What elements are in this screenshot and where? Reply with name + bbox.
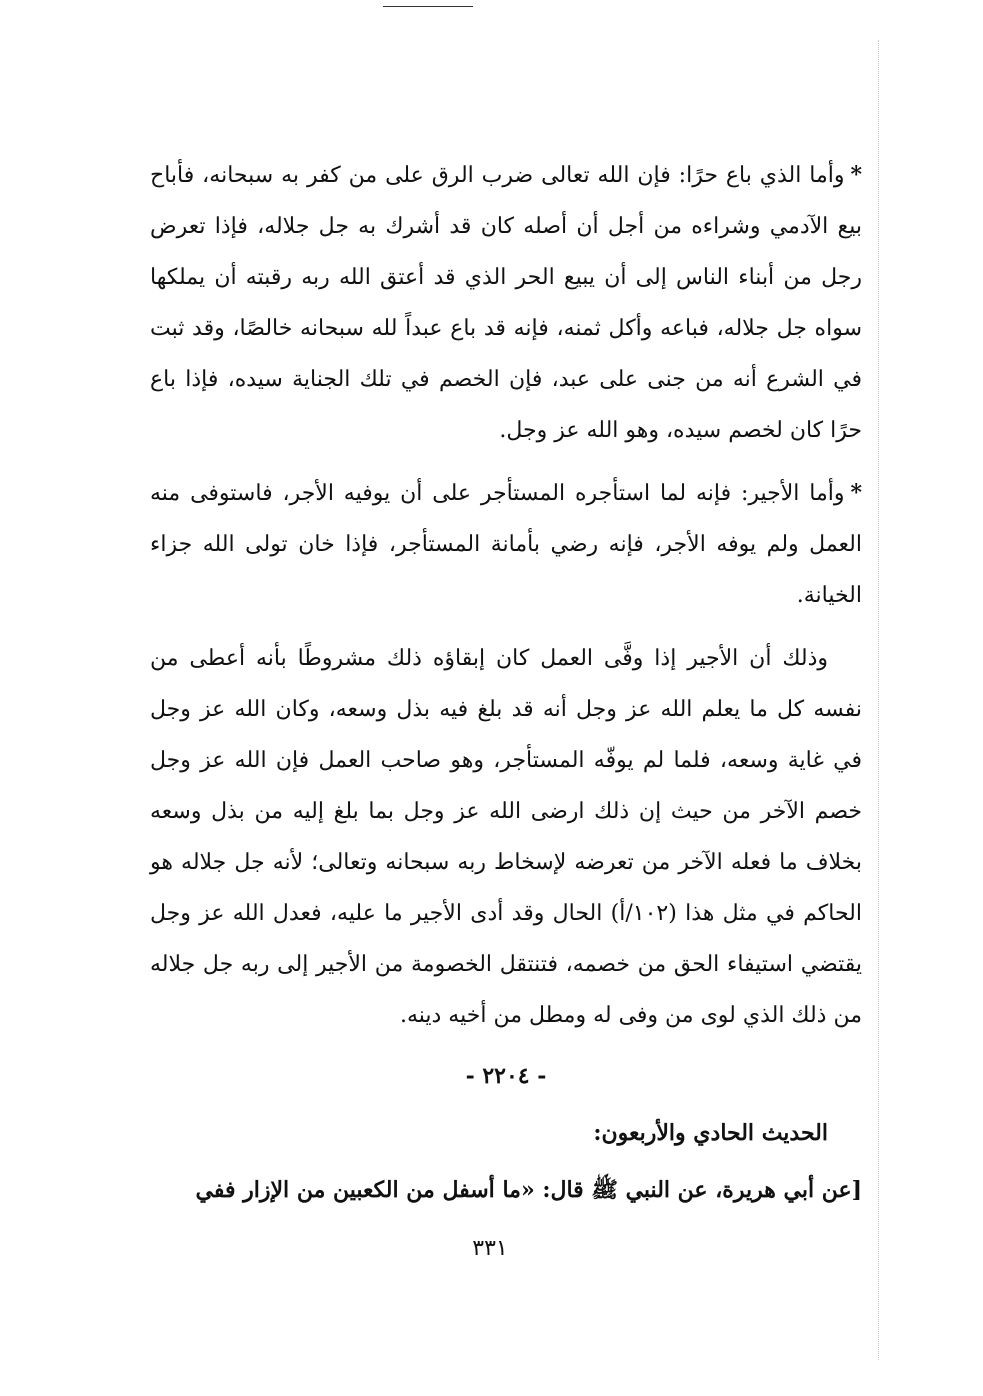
asterisk-marker: * bbox=[850, 480, 862, 506]
hadith-heading: الحديث الحادي والأربعون: bbox=[593, 1120, 828, 1146]
hadith-number: - ٢٢٠٤ - bbox=[465, 1063, 547, 1089]
paragraph-explanation: وذلك أن الأجير إذا وفَّى العمل كان إبقاؤه ذلك مشروطًا بأنه أعطى من نفسه كل ما يعلم الله عز وجل أنه قد بلغ فيه بذل وسعه، وكان الله عز وجل في غاية وسعه، فلما لم يوفّه المستأجر، وهو صاحب العمل فإن الله عز وجل خصم الآخر من حيث إن ذلك ارضى الله عز وجل بما بلغ إليه من بذل وسعه بخلاف ما فعله الآخر من تعرضه لإسخاط ربه سبحانه وتعالى؛ لأنه جل جلاله هو الحاكم في مثل هذا (١٠٢/أ) الحال وقد أدى الأجير ما عليه، فعدل الله عز وجل يقتضي استيفاء الحق من خصمه، فتنتقل الخصومة من الأجير إلى ربه جل جلاله من ذلك الذي لوى من وفى له ومطل من أخيه دينه. bbox=[150, 646, 862, 1028]
page-body bbox=[150, 150, 862, 1216]
page-number: ٣٣١ bbox=[472, 1236, 508, 1261]
paragraph-text: وأما الأجير: فإنه لما استأجره المستأجر على أن يوفيه الأجر، فاستوفى منه العمل ولم يوفه الأجر، فإنه رضي بأمانة المستأجر، فإذا خان تولى الله جزاء الخيانة. bbox=[150, 481, 862, 608]
top-rule bbox=[383, 6, 473, 7]
asterisk-marker: * bbox=[850, 162, 862, 188]
paragraph-text: وأما الذي باع حرًا: فإن الله تعالى ضرب الرق على من كفر به سبحانه، فأباح بيع الآدمي وشراءه من أجل أن أصله كان قد أشرك به جل جلاله، فإذا تعرض رجل من أبناء الناس إلى أن يبيع الحر الذي قد أعتق الله ربه رقبته أن يملكها سواه جل جلاله، فباعه وأكل ثمنه، فإنه قد باع عبداً لله سبحانه خالصًا، وقد ثبت في الشرع أنه من جنى على عبد، فإن الخصم في تلك الجناية سيده، فإذا باع حرًا كان لخصم سيده، وهو الله عز وجل. bbox=[150, 163, 862, 443]
paragraph-hired-worker bbox=[150, 468, 862, 621]
paragraph-free-man-sold bbox=[150, 150, 862, 456]
hadith-text: [عن أبي هريرة، عن النبي ﷺ قال: «ما أسفل من الكعبين من الإزار ففي bbox=[195, 1177, 862, 1203]
scan-edge bbox=[878, 40, 879, 1360]
